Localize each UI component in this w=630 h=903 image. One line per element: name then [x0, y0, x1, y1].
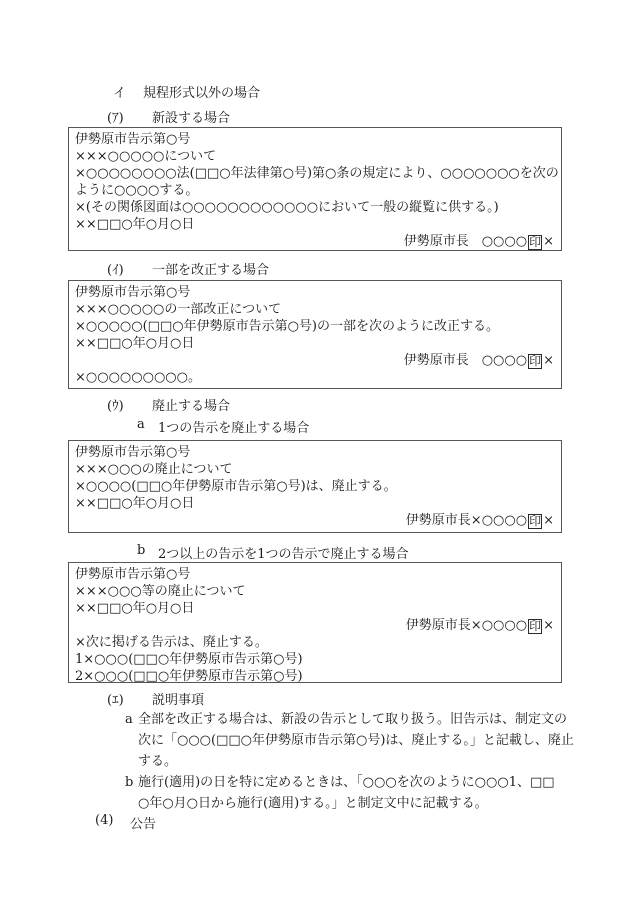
mayor-signature: 伊勢原市長 ○○○○	[403, 353, 528, 368]
heading-abolish-single-title: 1つの告示を廃止する場合	[158, 421, 310, 436]
example-box-abolish-single	[68, 440, 562, 533]
box-new-line: 伊勢原市告示第○号	[75, 132, 191, 147]
box-abolish-multi-listed-item: 1×○○○(□□○年伊勢原市告示第○号)	[75, 652, 303, 667]
heading-public-notice-marker: (4)	[95, 813, 114, 828]
heading-notes	[107, 689, 204, 708]
example-box-new-notification	[68, 127, 562, 251]
box-abolish-one-signature-line	[69, 512, 561, 529]
signature-suffix: ×	[543, 513, 554, 528]
box-new-line: ×(その関係図面は○○○○○○○○○○○○において一般の縦覧に供する。)	[75, 200, 499, 215]
note-line: する。	[138, 754, 178, 769]
signature-suffix: ×	[543, 234, 554, 249]
note-line: 全部を改正する場合は、新設の告示として取り扱う。旧告示は、制定文の	[138, 712, 568, 727]
heading-abolish-single	[137, 417, 309, 436]
box-new-line: ×××○○○○○について	[75, 149, 217, 164]
box-amend-body-line: ×○○○○○○○○○。	[75, 370, 201, 385]
box-abolish-one-line: ×○○○○(□□○年伊勢原市告示第○号)は、廃止する。	[75, 479, 397, 494]
note-item-a-text	[138, 709, 574, 772]
example-box-abolish-multiple	[68, 562, 562, 683]
box-abolish-multi-listed-item: 2×○○○(□□○年伊勢原市告示第○号)	[75, 669, 303, 684]
box-abolish-one-line: 伊勢原市告示第○号	[75, 445, 191, 460]
heading-abolish-marker: (ｳ)	[107, 399, 124, 414]
box-amend-line: ×××○○○○○の一部改正について	[75, 302, 282, 317]
box-amend-signature-line	[69, 352, 561, 369]
box-new-date-line: ××□□○年○月○日	[75, 217, 195, 232]
note-item-b-marker: b	[125, 775, 134, 790]
heading-abolish-single-marker: a	[137, 417, 145, 432]
box-amend-line: 伊勢原市告示第○号	[75, 285, 191, 300]
heading-notes-marker: (ｴ)	[107, 693, 124, 708]
note-item-b	[125, 772, 555, 814]
heading-notes-title: 説明事項	[152, 693, 205, 708]
heading-public-notice	[95, 813, 156, 832]
heading-level-i-title: 規程形式以外の場合	[143, 86, 261, 101]
heading-abolish	[107, 395, 230, 414]
mayor-signature: 伊勢原市長×○○○○	[405, 618, 528, 633]
note-line: 次に「○○○(□□○年伊勢原市告示第○号)は、廃止する。」と記載し、廃止	[138, 733, 574, 748]
box-amend-line: ×○○○○○(□□○年伊勢原市告示第○号)の一部を次のように改正する。	[75, 319, 500, 334]
box-abolish-one-line: ×××○○○の廃止について	[75, 462, 233, 477]
box-abolish-one-date-line: ××□□○年○月○日	[75, 496, 195, 511]
box-new-line: ように○○○○する。	[75, 183, 199, 198]
box-new-signature-line	[69, 233, 561, 250]
seal-stamp-icon: 印	[529, 354, 542, 368]
note-line: ○年○月○日から施行(適用)する。」と制定文中に記載する。	[138, 796, 488, 811]
heading-partial-amend	[107, 259, 269, 278]
seal-stamp-icon: 印	[529, 619, 542, 633]
note-item-b-text	[138, 772, 555, 814]
heading-public-notice-title: 公告	[130, 817, 157, 832]
box-abolish-multi-body-line: ×次に掲げる告示は、廃止する。	[75, 635, 268, 650]
box-abolish-multi-line: 伊勢原市告示第○号	[75, 567, 191, 582]
heading-new-case-title: 新設する場合	[152, 111, 231, 126]
heading-abolish-title: 廃止する場合	[152, 399, 231, 414]
heading-new-case	[107, 107, 230, 126]
note-line: 施行(適用)の日を特に定めるときは、「○○○を次のように○○○1、□□	[138, 775, 555, 790]
signature-suffix: ×	[543, 618, 554, 633]
seal-stamp-icon: 印	[529, 514, 542, 528]
mayor-signature: 伊勢原市長 ○○○○	[403, 234, 528, 249]
heading-partial-amend-title: 一部を改正する場合	[152, 263, 270, 278]
box-new-line: ×○○○○○○○○法(□□○年法律第○号)第○条の規定により、○○○○○○○を次の	[75, 166, 559, 181]
heading-level-i	[113, 82, 260, 101]
box-abolish-multi-date-line: ××□□○年○月○日	[75, 601, 195, 616]
box-abolish-multi-signature-line	[69, 617, 561, 634]
heading-partial-amend-marker: (ｲ)	[107, 263, 124, 278]
seal-stamp-icon: 印	[529, 235, 542, 249]
signature-suffix: ×	[543, 353, 554, 368]
heading-abolish-multiple-title: 2つ以上の告示を1つの告示で廃止する場合	[158, 547, 409, 562]
box-abolish-multi-line: ×××○○○等の廃止について	[75, 584, 246, 599]
note-item-a	[125, 709, 574, 772]
example-box-amendment	[68, 280, 562, 389]
heading-new-case-marker: (ｱ)	[107, 111, 124, 126]
heading-abolish-multiple-marker: b	[137, 543, 146, 558]
note-item-a-marker: a	[125, 712, 133, 727]
heading-level-i-marker: イ	[113, 86, 127, 101]
box-amend-date-line: ××□□○年○月○日	[75, 336, 195, 351]
heading-abolish-multiple	[137, 543, 409, 562]
mayor-signature: 伊勢原市長×○○○○	[405, 513, 528, 528]
